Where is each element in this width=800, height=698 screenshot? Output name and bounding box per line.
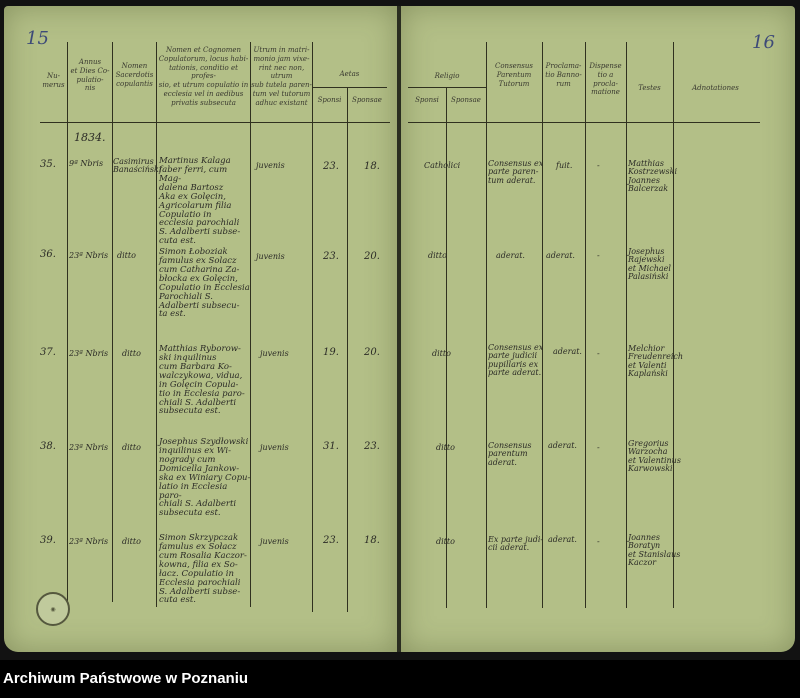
- entry-number: 37.: [40, 347, 56, 358]
- entry-banns: aderat.: [548, 535, 577, 544]
- entry-number: 39.: [40, 535, 56, 546]
- entry-witnesses: Joannes Boratyn et Stanislaus Kaczor: [628, 533, 681, 568]
- entry-age-bride: 18.: [364, 535, 380, 546]
- header-utrum: Utrum in matri- monio jam vixe- rint nec non, utrum sub tutela paren- tum vel tutorum adhuc existant: [251, 46, 312, 107]
- year-label: 1834.: [74, 131, 106, 144]
- entry-names: Simon Łoboziak famulus ex Solacz cum Catharina Za- błocka ex Golęcin, Copulatio in Ecclesia Parochiali S. Adalberti subsecu- ta est.: [159, 247, 250, 320]
- entry-date: 23ª Nbris: [69, 349, 109, 358]
- entry-date: 23ª Nbris: [69, 251, 109, 260]
- rule-v: [250, 42, 251, 607]
- entry-witnesses: Gregorius Warzocha et Valentinus Karwowski: [628, 439, 681, 474]
- entry-names: Martinus Kalaga faber ferri, cum Mag- dalena Bartosz Aka ex Golęcin, Agricolarum filia Copulatio in ecclesia parochiali S. Adalberti subse- cuta est.: [159, 156, 241, 247]
- entry-witnesses: Melchior Freudenreich et Valenti Kaplański: [628, 344, 684, 379]
- entry-age-bride: 23.: [364, 441, 380, 452]
- entry-priest: ditto: [122, 349, 141, 358]
- entry-names: Josephus Szydłowski inquilinus ex Wi- nogrady cum Domicella Jankow- ska ex Winiary Copu- latio in Ecclesia paro- chiali S. Adalberti subsecuta est.: [159, 437, 251, 519]
- header-adnotationes: Adnotationes: [692, 84, 739, 92]
- entry-number: 38.: [40, 441, 56, 452]
- rule-v: [156, 42, 157, 607]
- entry-religion: ditto: [436, 537, 455, 546]
- entry-age-groom: 23.: [323, 161, 339, 172]
- entry-priest: ditto: [117, 251, 136, 260]
- entry-age-bride: 20.: [364, 251, 380, 262]
- entry-religion: ditto: [432, 349, 451, 358]
- header-aetas-sponsi: Sponsi: [317, 96, 342, 104]
- rule-v: [585, 42, 586, 608]
- rule-v: [347, 88, 348, 612]
- entry-banns: aderat.: [553, 347, 582, 356]
- header-religio-sponsi: Sponsi: [415, 96, 439, 104]
- rule-h: [312, 87, 387, 88]
- folio-right: 16: [752, 32, 775, 53]
- entry-status: juvenis: [260, 349, 289, 358]
- header-dispensatio: Dispense tio a procla- matione: [589, 62, 622, 97]
- entry-age-groom: 19.: [323, 347, 339, 358]
- entry-age-groom: 31.: [323, 441, 339, 452]
- rule-h: [408, 87, 486, 88]
- entry-priest: ditto: [122, 537, 141, 546]
- header-testes: Testes: [638, 84, 661, 92]
- entry-age-groom: 23.: [323, 251, 339, 262]
- entry-religion: ditto: [436, 443, 455, 452]
- entry-status: juvenis: [260, 443, 289, 452]
- entry-witnesses: Josephus Rajewski et Michael Palasiński: [628, 247, 671, 282]
- entry-status: juvenis: [260, 537, 289, 546]
- rule-v: [312, 42, 313, 612]
- entry-religion: ditto: [428, 251, 447, 260]
- rule-v: [673, 42, 674, 608]
- entry-consent: Consensus ex parte paren- tum aderat.: [488, 159, 544, 185]
- header-annus: Annus et Dies Co- pulatio- nis: [70, 58, 110, 93]
- entry-date: 9ª Nbris: [69, 159, 104, 168]
- entry-number: 36.: [40, 249, 56, 260]
- rule-v: [542, 42, 543, 608]
- entry-witnesses: Matthias Kostrzewski Joannes Balcerzak: [628, 159, 678, 194]
- entry-number: 35.: [40, 159, 56, 170]
- rule-v: [112, 42, 113, 602]
- header-religio: Religio: [434, 72, 460, 80]
- header-nomina: Nomen et Cognomen Copulatorum, locus habi- tationis, conditio et profes- sio, et utrum copulatio in ecclesia vel in aedibus privatis subsecuta: [158, 46, 249, 107]
- archive-name-footer: Archiwum Państwowe w Poznaniu: [0, 660, 800, 698]
- entry-date: 23ª Nbris: [69, 443, 109, 452]
- header-rule-right: [408, 122, 760, 123]
- rule-v: [486, 42, 487, 608]
- header-rule-left: [40, 122, 390, 123]
- entry-date: 23ª Nbris: [69, 537, 109, 546]
- entry-consent: aderat.: [496, 251, 525, 260]
- header-religio-sponsae: Sponsae: [451, 96, 481, 104]
- entry-age-bride: 18.: [364, 161, 380, 172]
- entry-consent: Consensus ex parte judicii pupillaris ex parte aderat.: [488, 343, 544, 378]
- archive-stamp-icon: ◉: [36, 592, 70, 626]
- header-proclamatio: Proclama- tio Banno- rum: [545, 62, 582, 88]
- entry-status: juvenis: [256, 252, 285, 261]
- header-aetas-sponsae: Sponsae: [352, 96, 382, 104]
- entry-status: juvenis: [256, 161, 285, 170]
- entry-religion: Catholici: [424, 161, 461, 170]
- entry-names: Matthias Ryborow- ski inquilinus cum Barbara Ko- walczykowa, vidua, in Golęcin Copula- tio in Ecclesia paro- chiali S. Adalberti subsecuta est.: [159, 344, 245, 417]
- header-sacerdos: Nomen Sacerdotis copulantis: [115, 62, 154, 88]
- header-consensus: Consensus Parentum Tutorum: [494, 62, 533, 88]
- entry-banns: aderat.: [546, 251, 575, 260]
- folio-left: 15: [26, 28, 49, 49]
- entry-age-bride: 20.: [364, 347, 380, 358]
- entry-priest: Casimirus Banaściński: [113, 157, 162, 175]
- entry-consent: Ex parte judi- cii aderat.: [488, 535, 544, 553]
- entry-dispensation: -: [597, 537, 600, 546]
- rule-v: [626, 42, 627, 608]
- entry-age-groom: 23.: [323, 535, 339, 546]
- entry-banns: aderat.: [548, 441, 577, 450]
- rule-v: [67, 42, 68, 602]
- entry-names: Simon Skrzypczak famulus ex Sołacz cum Rosalia Kaczor- kowna, filia ex So- łacz. Copulatio in Ecclesia parochiali S. Adalberti subse- cuta est.: [159, 533, 247, 606]
- header-numerus: Nu- merus: [42, 72, 65, 89]
- entry-dispensation: -: [597, 161, 600, 170]
- entry-consent: Consensus parentum aderat.: [488, 441, 532, 467]
- entry-dispensation: -: [597, 349, 600, 358]
- entry-dispensation: -: [597, 443, 600, 452]
- entry-priest: ditto: [122, 443, 141, 452]
- entry-banns: fuit.: [556, 161, 573, 170]
- entry-dispensation: -: [597, 251, 600, 260]
- header-aetas: Aetas: [339, 70, 360, 78]
